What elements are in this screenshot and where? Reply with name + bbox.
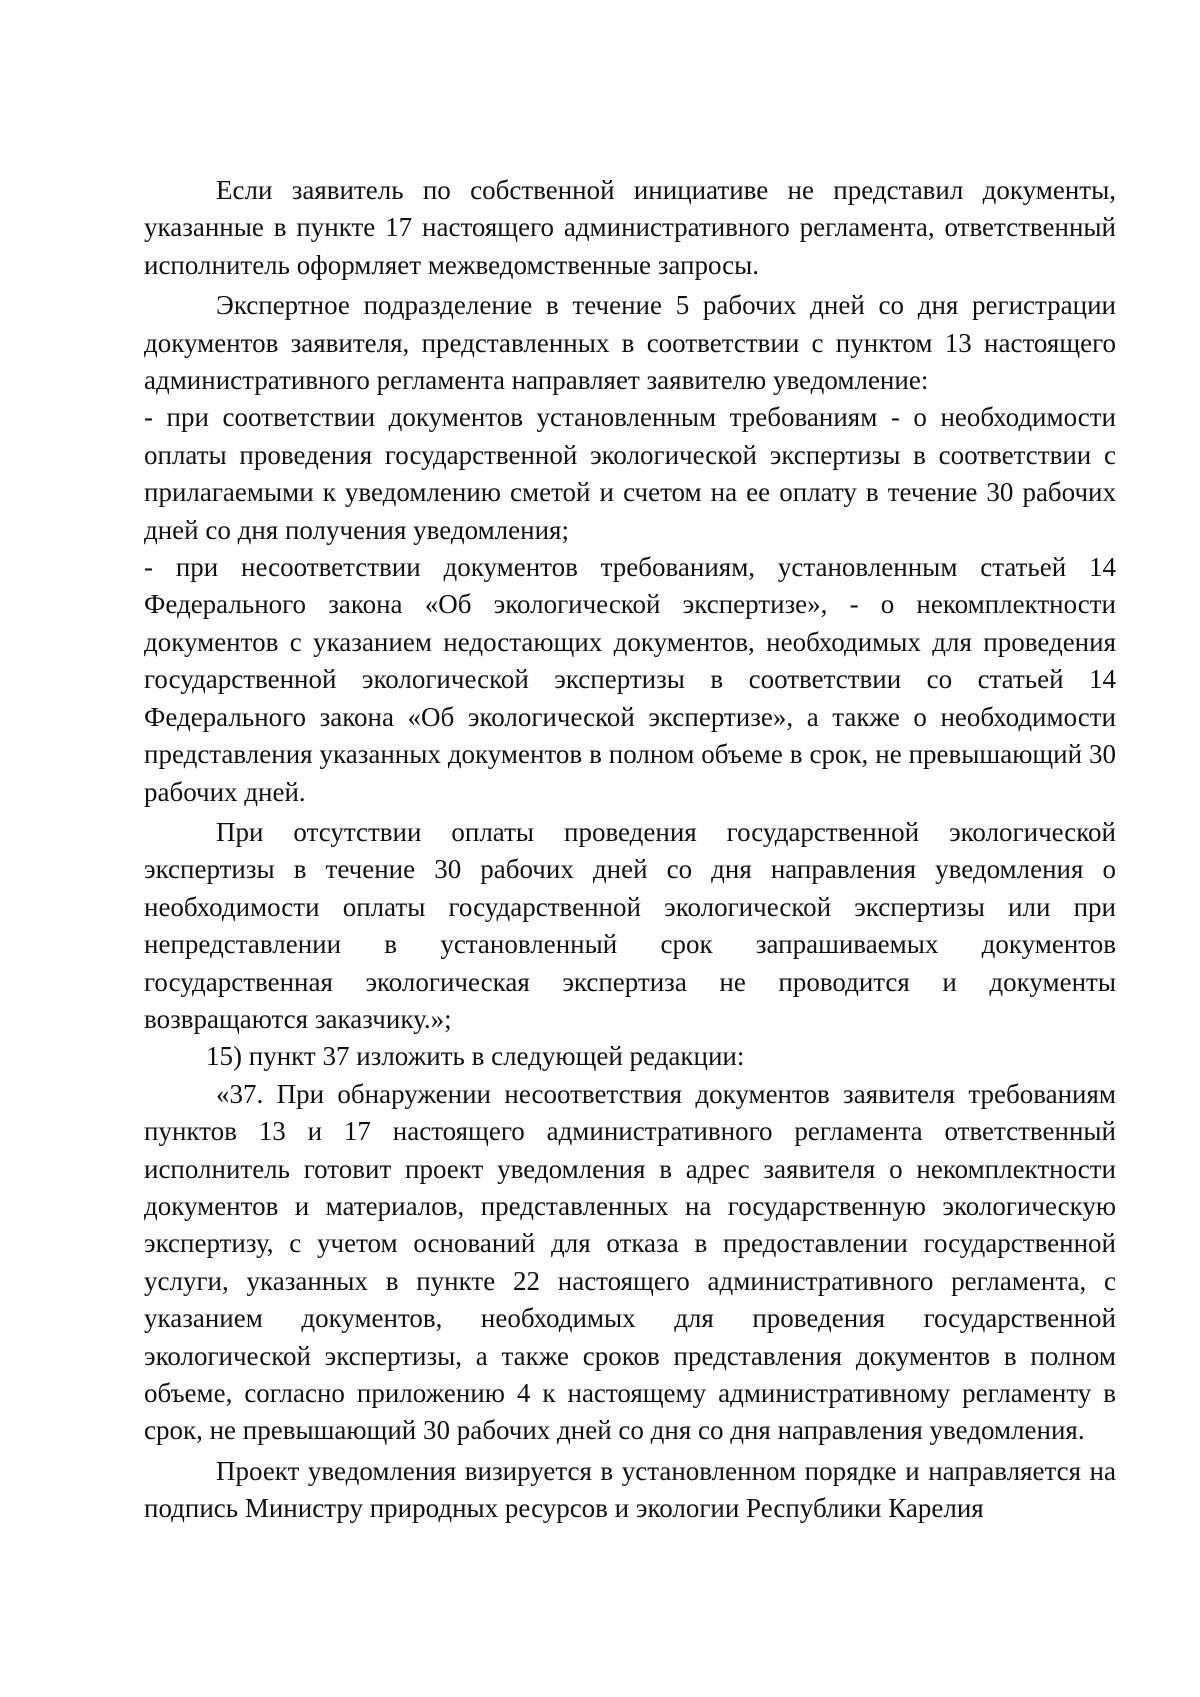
- paragraph-compliance-item: - при соответствии документов установленным требованиям - о необходимости оплаты проведения государственной экологической экспертизы в соответствии с прилагаемыми к уведомлению сметой и счетом на ее оплату в течение 30 рабочих дней со дня получения уведомления;: [144, 402, 1116, 545]
- paragraph-notification-draft: Проект уведомления визируется в установленном порядке и направляется на подпись Министру природных ресурсов и экологии Республики Карелия: [144, 1455, 1116, 1524]
- document-page: [144, 172, 1116, 1528]
- paragraph-no-payment: При отсутствии оплаты проведения государственной экологической экспертизы в течение 30 рабочих дней со дня направления уведомления о необходимости оплаты государственной экологической экспертизы или при непредставлении в установленный срок запрашиваемых документов государственная экологическая экспертиза не проводится и документы возвращаются заказчику.»;: [144, 816, 1116, 1034]
- paragraph-expert-notification: Экспертное подразделение в течение 5 рабочих дней со дня регистрации документов заявителя, представленных в соответствии с пунктом 13 настоящего административного регламента направляет заявителю уведомление:: [144, 290, 1116, 396]
- paragraph-item-37: «37. При обнаружении несоответствия документов заявителя требованиям пунктов 13 и 17 настоящего административного регламента ответственный исполнитель готовит проект уведомления в адрес заявителя о некомплектности документов и материалов, представленных на государственную экологическую экспертизу, с учетом оснований для отказа в предоставлении государственной услуги, указанных в пункте 22 настоящего административного регламента, с указанием документов, необходимых для проведения государственной экологической экспертизы, а также сроков представления документов в полном объеме, согласно приложению 4 к настоящему административному регламенту в срок, не превышающий 30 рабочих дней со дня со дня направления уведомления.: [144, 1078, 1116, 1446]
- paragraph-amendment-15: 15) пункт 37 изложить в следующей редакции:: [206, 1041, 745, 1072]
- paragraph-noncompliance-item: - при несоответствии документов требованиям, установленным статьей 14 Федерального закона «Об экологической экспертизе», - о некомплектности документов с указанием недостающих документов, необходимых для проведения государственной экологической экспертизы в соответствии со статьей 14 Федерального закона «Об экологической экспертизе», а также о необходимости представления указанных документов в полном объеме в срок, не превышающий 30 рабочих дней.: [144, 552, 1116, 807]
- paragraph-documents-not-submitted: Если заявитель по собственной инициативе не представил документы, указанные в пункте 17 настоящего административного регламента, ответственный исполнитель оформляет межведомственные запросы.: [144, 175, 1116, 280]
